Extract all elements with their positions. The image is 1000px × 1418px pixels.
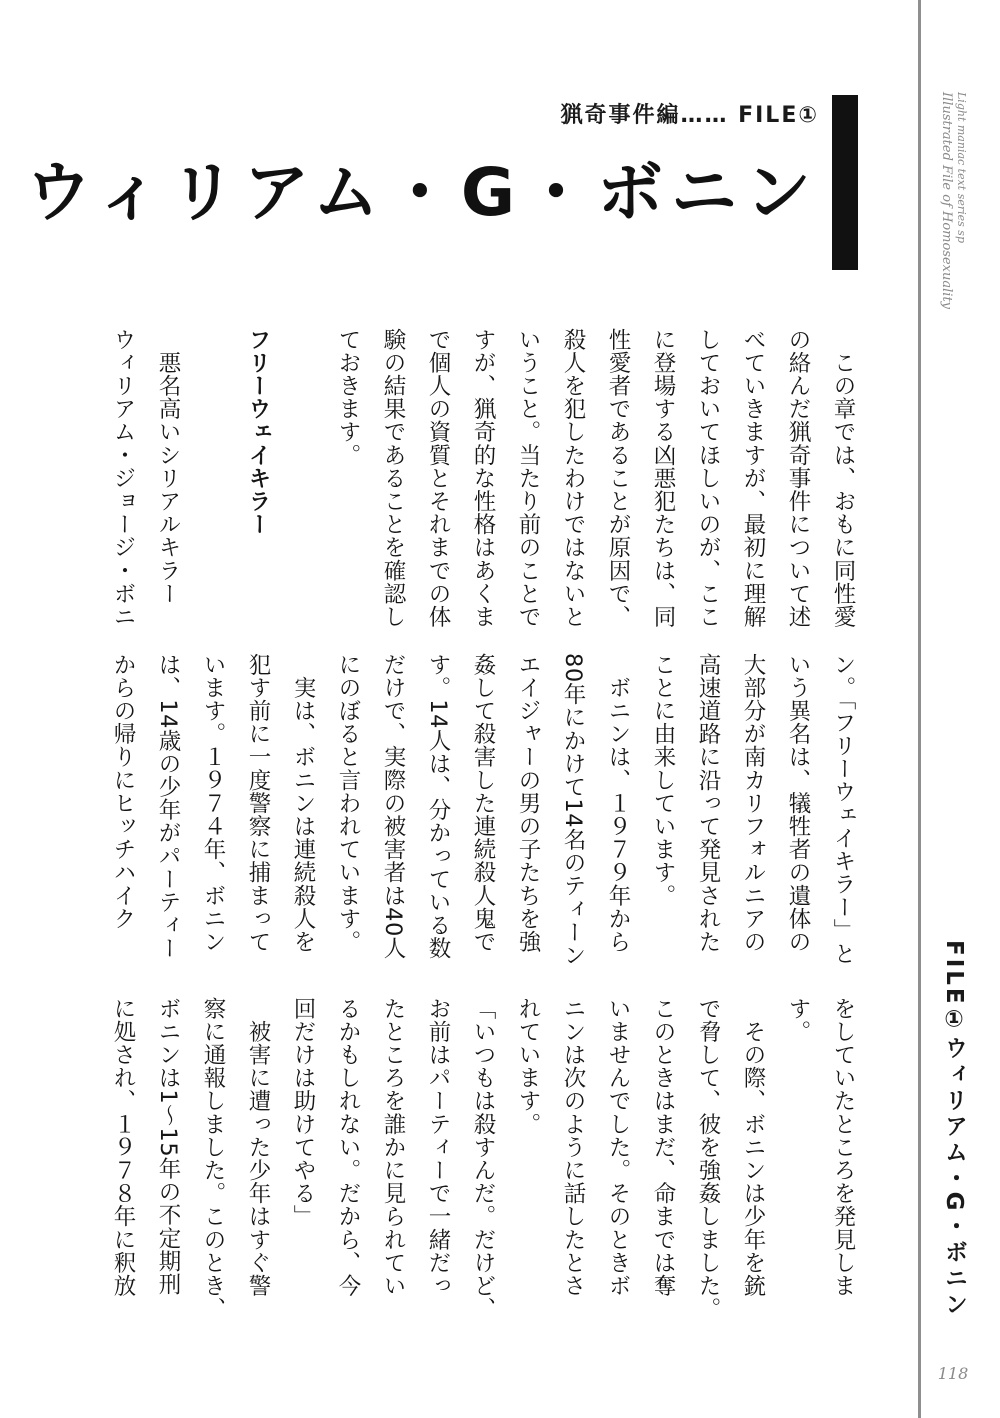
text-line: エイジャーの男の子たちを強 (515, 653, 541, 954)
text-line: ニンは次のように話したとさ (560, 997, 586, 1298)
text-line: にのぼると言われています。 (335, 653, 361, 954)
text-line: 察に通報しました。このとき、 (200, 997, 226, 1321)
text-line: るかもしれない。だから、今 (335, 997, 361, 1298)
text-line: すが、猟奇的な性格はあくま (470, 328, 496, 629)
title-accent-bar (832, 95, 858, 270)
text-line: いうこと。当たり前のことで (515, 328, 541, 629)
section-heading: フリーウェイキラー (245, 328, 271, 536)
text-line: 「いつもは殺すんだ。だけど、 (470, 997, 496, 1321)
blank-line (280, 328, 325, 630)
text-line: しておいてほしいのが、ここ (695, 328, 721, 629)
body-text-block-1 (100, 328, 865, 630)
text-line: いませんでした。そのときボ (605, 997, 631, 1298)
running-title: FILE①ウィリアム・G・ボニン (941, 940, 967, 1318)
text-line: ておきます。 (335, 328, 361, 467)
chapter-label: 猟奇事件編…… FILE① (560, 103, 819, 128)
text-line: お前はパーティーで一緒だっ (425, 997, 451, 1298)
text-line: 験の結果であることを確認し (380, 328, 406, 629)
text-line: ン。「フリーウェイキラー」と (830, 653, 856, 966)
text-line: 犯す前に一度警察に捕まって (245, 653, 271, 954)
text-line: れています。 (515, 997, 541, 1136)
text-line: に処され、１９７８年に釈放 (110, 997, 136, 1298)
text-line: べていきますが、最初に理解 (740, 328, 766, 629)
text-line: は、14歳の少年がパーティー (155, 653, 181, 961)
margin-rule (918, 0, 921, 1418)
text-line: このときはまだ、命までは奪 (650, 997, 676, 1298)
text-line: たところを誰かに見られてい (380, 997, 406, 1298)
text-line: だけで、実際の被害者は40人 (380, 653, 406, 961)
blank-line (190, 328, 235, 630)
text-line: す。14人は、分かっている数 (425, 653, 451, 961)
text-line: 高速道路に沿って発見された (695, 653, 721, 954)
text-line: ボニンは、１９７９年から (605, 653, 631, 954)
text-line: ことに由来しています。 (650, 653, 676, 908)
text-line: 姦して殺害した連続殺人鬼で (470, 653, 496, 954)
series-line-2: Illustrated File of Homosexuality (939, 92, 954, 310)
text-line: この章では、おもに同性愛 (830, 328, 856, 629)
text-line: からの帰りにヒッチハイク (110, 653, 136, 931)
text-line: で脅して、彼を強姦しました。 (695, 997, 721, 1321)
text-line: ウィリアム・ジョージ・ボニ (110, 328, 136, 629)
body-text-block-3 (100, 997, 865, 1322)
body-text-block-2 (100, 653, 865, 973)
text-line: ボニンは1～15年の不定期刑 (155, 997, 181, 1296)
text-line: いう異名は、犠牲者の遺体の (785, 653, 811, 954)
text-line: で個人の資質とそれまでの体 (425, 328, 451, 629)
text-line: 実は、ボニンは連続殺人を (290, 653, 316, 954)
text-line: をしていたところを発見しま (830, 997, 856, 1298)
text-line: います。１９７４年、ボニン (200, 653, 226, 954)
text-line: その際、ボニンは少年を銃 (740, 997, 766, 1298)
text-line: 被害に遭った少年はすぐ警 (245, 997, 271, 1298)
series-credit (939, 92, 969, 309)
text-line: 80年にかけて14名のティーン (560, 653, 586, 967)
text-line: 大部分が南カリフォルニアの (740, 653, 766, 954)
text-line: す。 (785, 997, 811, 1044)
series-line-1: Light maniac text series sp (955, 92, 968, 243)
text-line: 悪名高いシリアルキラー (155, 328, 181, 606)
text-line: に登場する凶悪犯たちは、同 (650, 328, 676, 629)
text-line: 殺人を犯したわけではないと (560, 328, 586, 629)
page-number: 118 (937, 1364, 969, 1383)
text-line: 回だけは助けてやる」 (290, 997, 316, 1228)
text-line: 性愛者であることが原因で、 (605, 328, 631, 629)
page-title: ウィリアム・G・ボニン (25, 154, 819, 231)
text-line: の絡んだ猟奇事件について述 (785, 328, 811, 629)
